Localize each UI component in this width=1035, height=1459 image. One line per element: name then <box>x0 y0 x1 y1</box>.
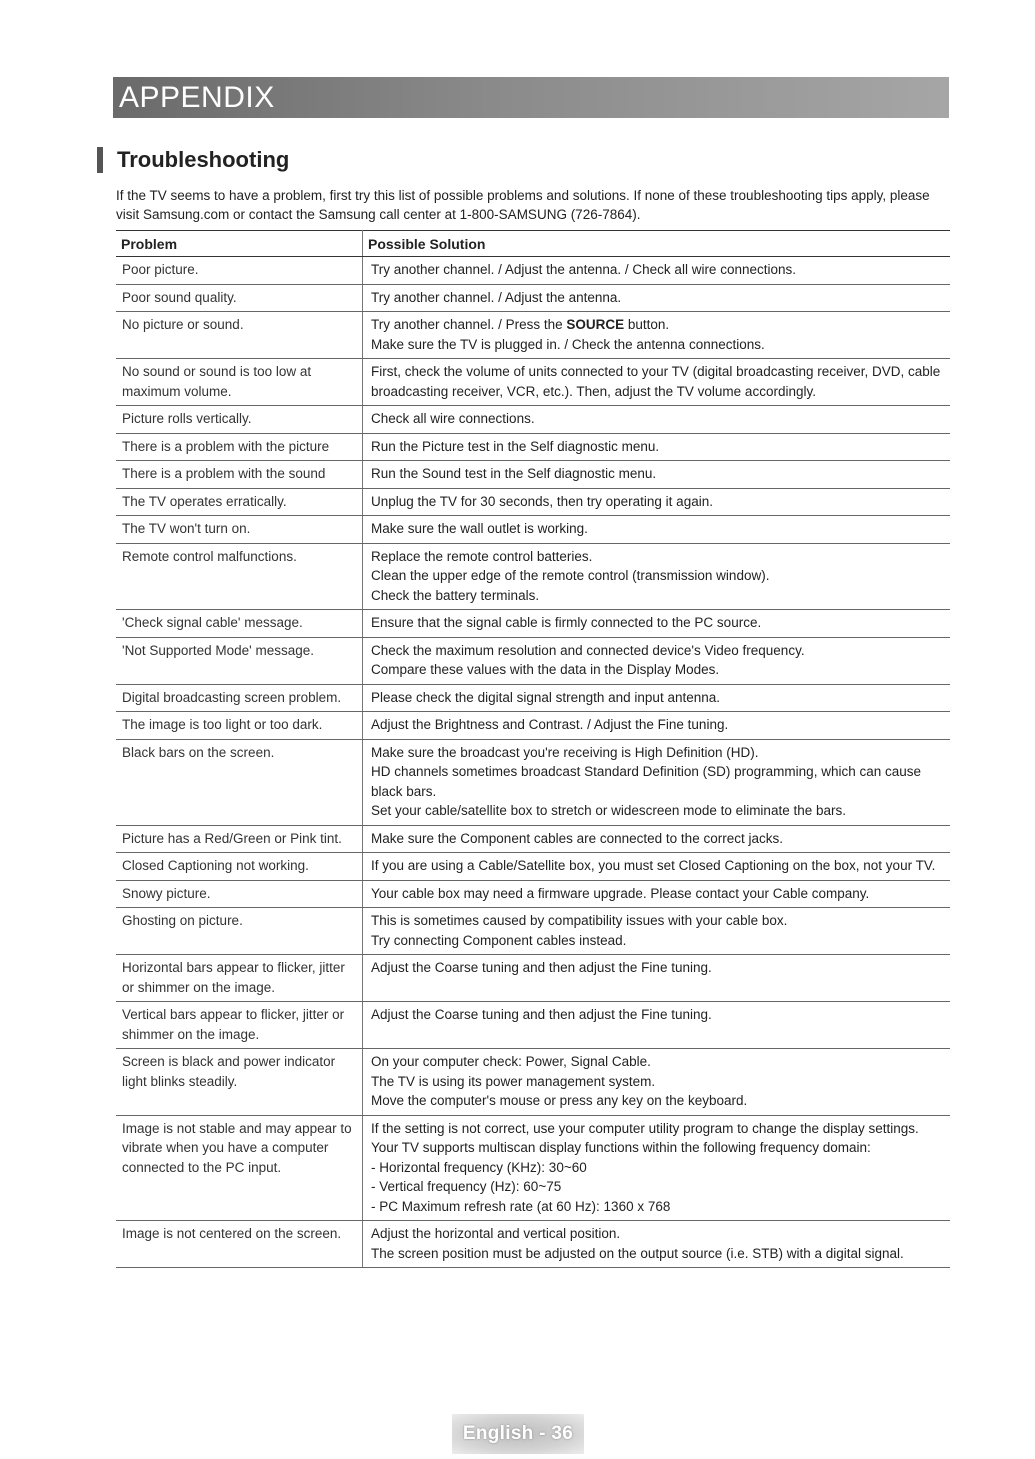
table-row <box>116 1002 950 1049</box>
table-row <box>116 853 950 881</box>
solution-line: On your computer check: Power, Signal Cable. <box>371 1054 651 1069</box>
solution-cell <box>363 284 951 312</box>
problem-cell: There is a problem with the sound <box>116 461 363 489</box>
solution-cell <box>363 955 951 1002</box>
solution-line: Try another channel. / Adjust the antenna. <box>371 289 622 305</box>
problem-cell: The TV won't turn on. <box>116 516 363 544</box>
solution-line: Move the computer's mouse or press any key on the keyboard. <box>371 1093 748 1108</box>
page-number-badge <box>452 1414 584 1454</box>
table-row <box>116 880 950 908</box>
problem-cell: Image is not stable and may appear to vibrate when you have a computer connected to the PC input. <box>116 1115 363 1221</box>
solution-line: The TV is using its power management system. <box>371 1073 656 1089</box>
solution-line: Check all wire connections. <box>371 411 535 426</box>
problem-cell: The TV operates erratically. <box>116 488 363 516</box>
problem-cell: There is a problem with the picture <box>116 433 363 461</box>
troubleshooting-table <box>116 230 950 1268</box>
problem-cell: No picture or sound. <box>116 312 363 359</box>
problem-cell: 'Not Supported Mode' message. <box>116 637 363 684</box>
solution-line: Your TV supports multiscan display functions within the following frequency domain: <box>371 1140 871 1155</box>
table-row <box>116 461 950 489</box>
solution-cell <box>363 359 951 406</box>
solution-line: Clean the upper edge of the remote control (transmission window). <box>371 568 770 583</box>
problem-cell: Picture has a Red/Green or Pink tint. <box>116 825 363 853</box>
solution-cell <box>363 516 951 544</box>
table-row <box>116 257 950 285</box>
table-row <box>116 312 950 359</box>
solution-line: Please check the digital signal strength and input antenna. <box>371 689 720 705</box>
header-problem: Problem <box>116 231 363 257</box>
solution-cell <box>363 853 951 881</box>
table-row <box>116 739 950 825</box>
solution-cell <box>363 433 951 461</box>
solution-line: Unplug the TV for 30 seconds, then try operating it again. <box>371 493 713 509</box>
problem-cell: Image is not centered on the screen. <box>116 1221 363 1268</box>
solution-cell <box>363 543 951 610</box>
section-title: Troubleshooting <box>117 147 290 172</box>
section-marker <box>97 147 103 173</box>
problem-cell: Picture rolls vertically. <box>116 406 363 434</box>
solution-line: Make sure the Component cables are connected to the correct jacks. <box>371 830 783 846</box>
solution-cell <box>363 637 951 684</box>
table-row <box>116 359 950 406</box>
table-row <box>116 406 950 434</box>
solution-line: Your cable box may need a firmware upgrade. Please contact your Cable company. <box>371 885 870 901</box>
table-row <box>116 610 950 638</box>
problem-cell: Poor picture. <box>116 257 363 285</box>
table-row <box>116 543 950 610</box>
solution-cell <box>363 610 951 638</box>
solution-cell <box>363 406 951 434</box>
solution-cell <box>363 488 951 516</box>
table-row <box>116 1221 950 1268</box>
solution-line: If you are using a Cable/Satellite box, you must set Closed Captioning on the box, not your TV. <box>371 858 936 873</box>
problem-cell: 'Check signal cable' message. <box>116 610 363 638</box>
problem-cell: Ghosting on picture. <box>116 908 363 955</box>
solution-cell <box>363 257 951 285</box>
table-row <box>116 433 950 461</box>
table-row <box>116 488 950 516</box>
solution-cell <box>363 739 951 825</box>
solution-line: HD channels sometimes broadcast Standard Definition (SD) programming, which can cause black bars. <box>371 764 921 799</box>
solution-line: Adjust the Brightness and Contrast. / Adjust the Fine tuning. <box>371 717 729 732</box>
solution-line: Compare these values with the data in the Display Modes. <box>371 662 720 677</box>
problem-cell: Closed Captioning not working. <box>116 853 363 881</box>
solution-cell <box>363 1049 951 1116</box>
problem-cell: Poor sound quality. <box>116 284 363 312</box>
table-row <box>116 825 950 853</box>
solution-line: First, check the volume of units connected to your TV (digital broadcasting receiver, DVD, cable broadcasting receiver, VCR, etc.). Then, adjust the TV volume accordingly. <box>371 364 941 399</box>
appendix-banner <box>113 77 949 118</box>
table-row <box>116 637 950 684</box>
table-row <box>116 684 950 712</box>
solution-line: Set your cable/satellite box to stretch or widescreen mode to eliminate the bars. <box>371 803 846 818</box>
table-row <box>116 516 950 544</box>
problem-cell: Screen is black and power indicator light blinks steadily. <box>116 1049 363 1116</box>
page-number: English - 36 <box>462 1423 574 1444</box>
problem-cell: Remote control malfunctions. <box>116 543 363 610</box>
intro-paragraph: If the TV seems to have a problem, first try this list of possible problems and solutions. If none of these troubleshooting tips apply, please visit Samsung.com or contact the Samsung call center at 1-800-SAMSUNG (726-7864). <box>116 188 930 222</box>
solution-cell <box>363 461 951 489</box>
solution-line: The screen position must be adjusted on the output source (i.e. STB) with a digital signal. <box>371 1245 904 1261</box>
table-header-row <box>116 231 950 257</box>
solution-line: Check the maximum resolution and connected device's Video frequency. <box>371 642 805 658</box>
problem-cell: Digital broadcasting screen problem. <box>116 684 363 712</box>
solution-cell <box>363 712 951 740</box>
problem-cell: Snowy picture. <box>116 880 363 908</box>
problem-cell: Vertical bars appear to flicker, jitter or shimmer on the image. <box>116 1002 363 1049</box>
solution-line: Make sure the wall outlet is working. <box>371 521 588 536</box>
solution-line: Make sure the TV is plugged in. / Check the antenna connections. <box>371 336 765 352</box>
table-row <box>116 1049 950 1116</box>
solution-cell <box>363 880 951 908</box>
solution-line: - Horizontal frequency (KHz): 30~60 <box>371 1159 587 1175</box>
table-row <box>116 712 950 740</box>
solution-line: Run the Picture test in the Self diagnostic menu. <box>371 438 660 454</box>
solution-cell <box>363 1115 951 1221</box>
solution-line: If the setting is not correct, use your computer utility program to change the display settings. <box>371 1120 919 1136</box>
appendix-title: APPENDIX <box>119 80 275 114</box>
table-row <box>116 955 950 1002</box>
solution-line: Ensure that the signal cable is firmly connected to the PC source. <box>371 615 762 630</box>
solution-line: Make sure the broadcast you're receiving is High Definition (HD). <box>371 744 759 760</box>
solution-line: - Vertical frequency (Hz): 60~75 <box>371 1179 562 1194</box>
problem-cell: Black bars on the screen. <box>116 739 363 825</box>
solution-line: Try another channel. / Press the SOURCE button. <box>371 317 670 332</box>
table-row <box>116 284 950 312</box>
solution-cell <box>363 1002 951 1049</box>
solution-line: - PC Maximum refresh rate (at 60 Hz): 1360 x 768 <box>371 1198 671 1214</box>
solution-line: Adjust the Coarse tuning and then adjust the Fine tuning. <box>371 1007 712 1022</box>
header-solution: Possible Solution <box>363 231 951 257</box>
solution-line: Adjust the Coarse tuning and then adjust the Fine tuning. <box>371 960 712 975</box>
problem-cell: No sound or sound is too low at maximum volume. <box>116 359 363 406</box>
solution-cell <box>363 825 951 853</box>
problem-cell: The image is too light or too dark. <box>116 712 363 740</box>
table-row <box>116 908 950 955</box>
solution-line: Adjust the horizontal and vertical position. <box>371 1226 621 1241</box>
solution-cell <box>363 908 951 955</box>
problem-cell: Horizontal bars appear to flicker, jitter or shimmer on the image. <box>116 955 363 1002</box>
solution-line: Try another channel. / Adjust the antenna. / Check all wire connections. <box>371 262 796 277</box>
solution-line: Run the Sound test in the Self diagnostic menu. <box>371 466 657 481</box>
solution-cell <box>363 312 951 359</box>
table-row <box>116 1115 950 1221</box>
solution-line: Try connecting Component cables instead. <box>371 932 627 948</box>
source-keyword: SOURCE <box>566 317 625 332</box>
solution-line: This is sometimes caused by compatibility issues with your cable box. <box>371 913 788 928</box>
solution-cell <box>363 1221 951 1268</box>
solution-line: Replace the remote control batteries. <box>371 548 593 564</box>
solution-cell <box>363 684 951 712</box>
section-heading <box>97 147 289 173</box>
solution-line: Check the battery terminals. <box>371 587 540 603</box>
table-body <box>116 257 950 1268</box>
